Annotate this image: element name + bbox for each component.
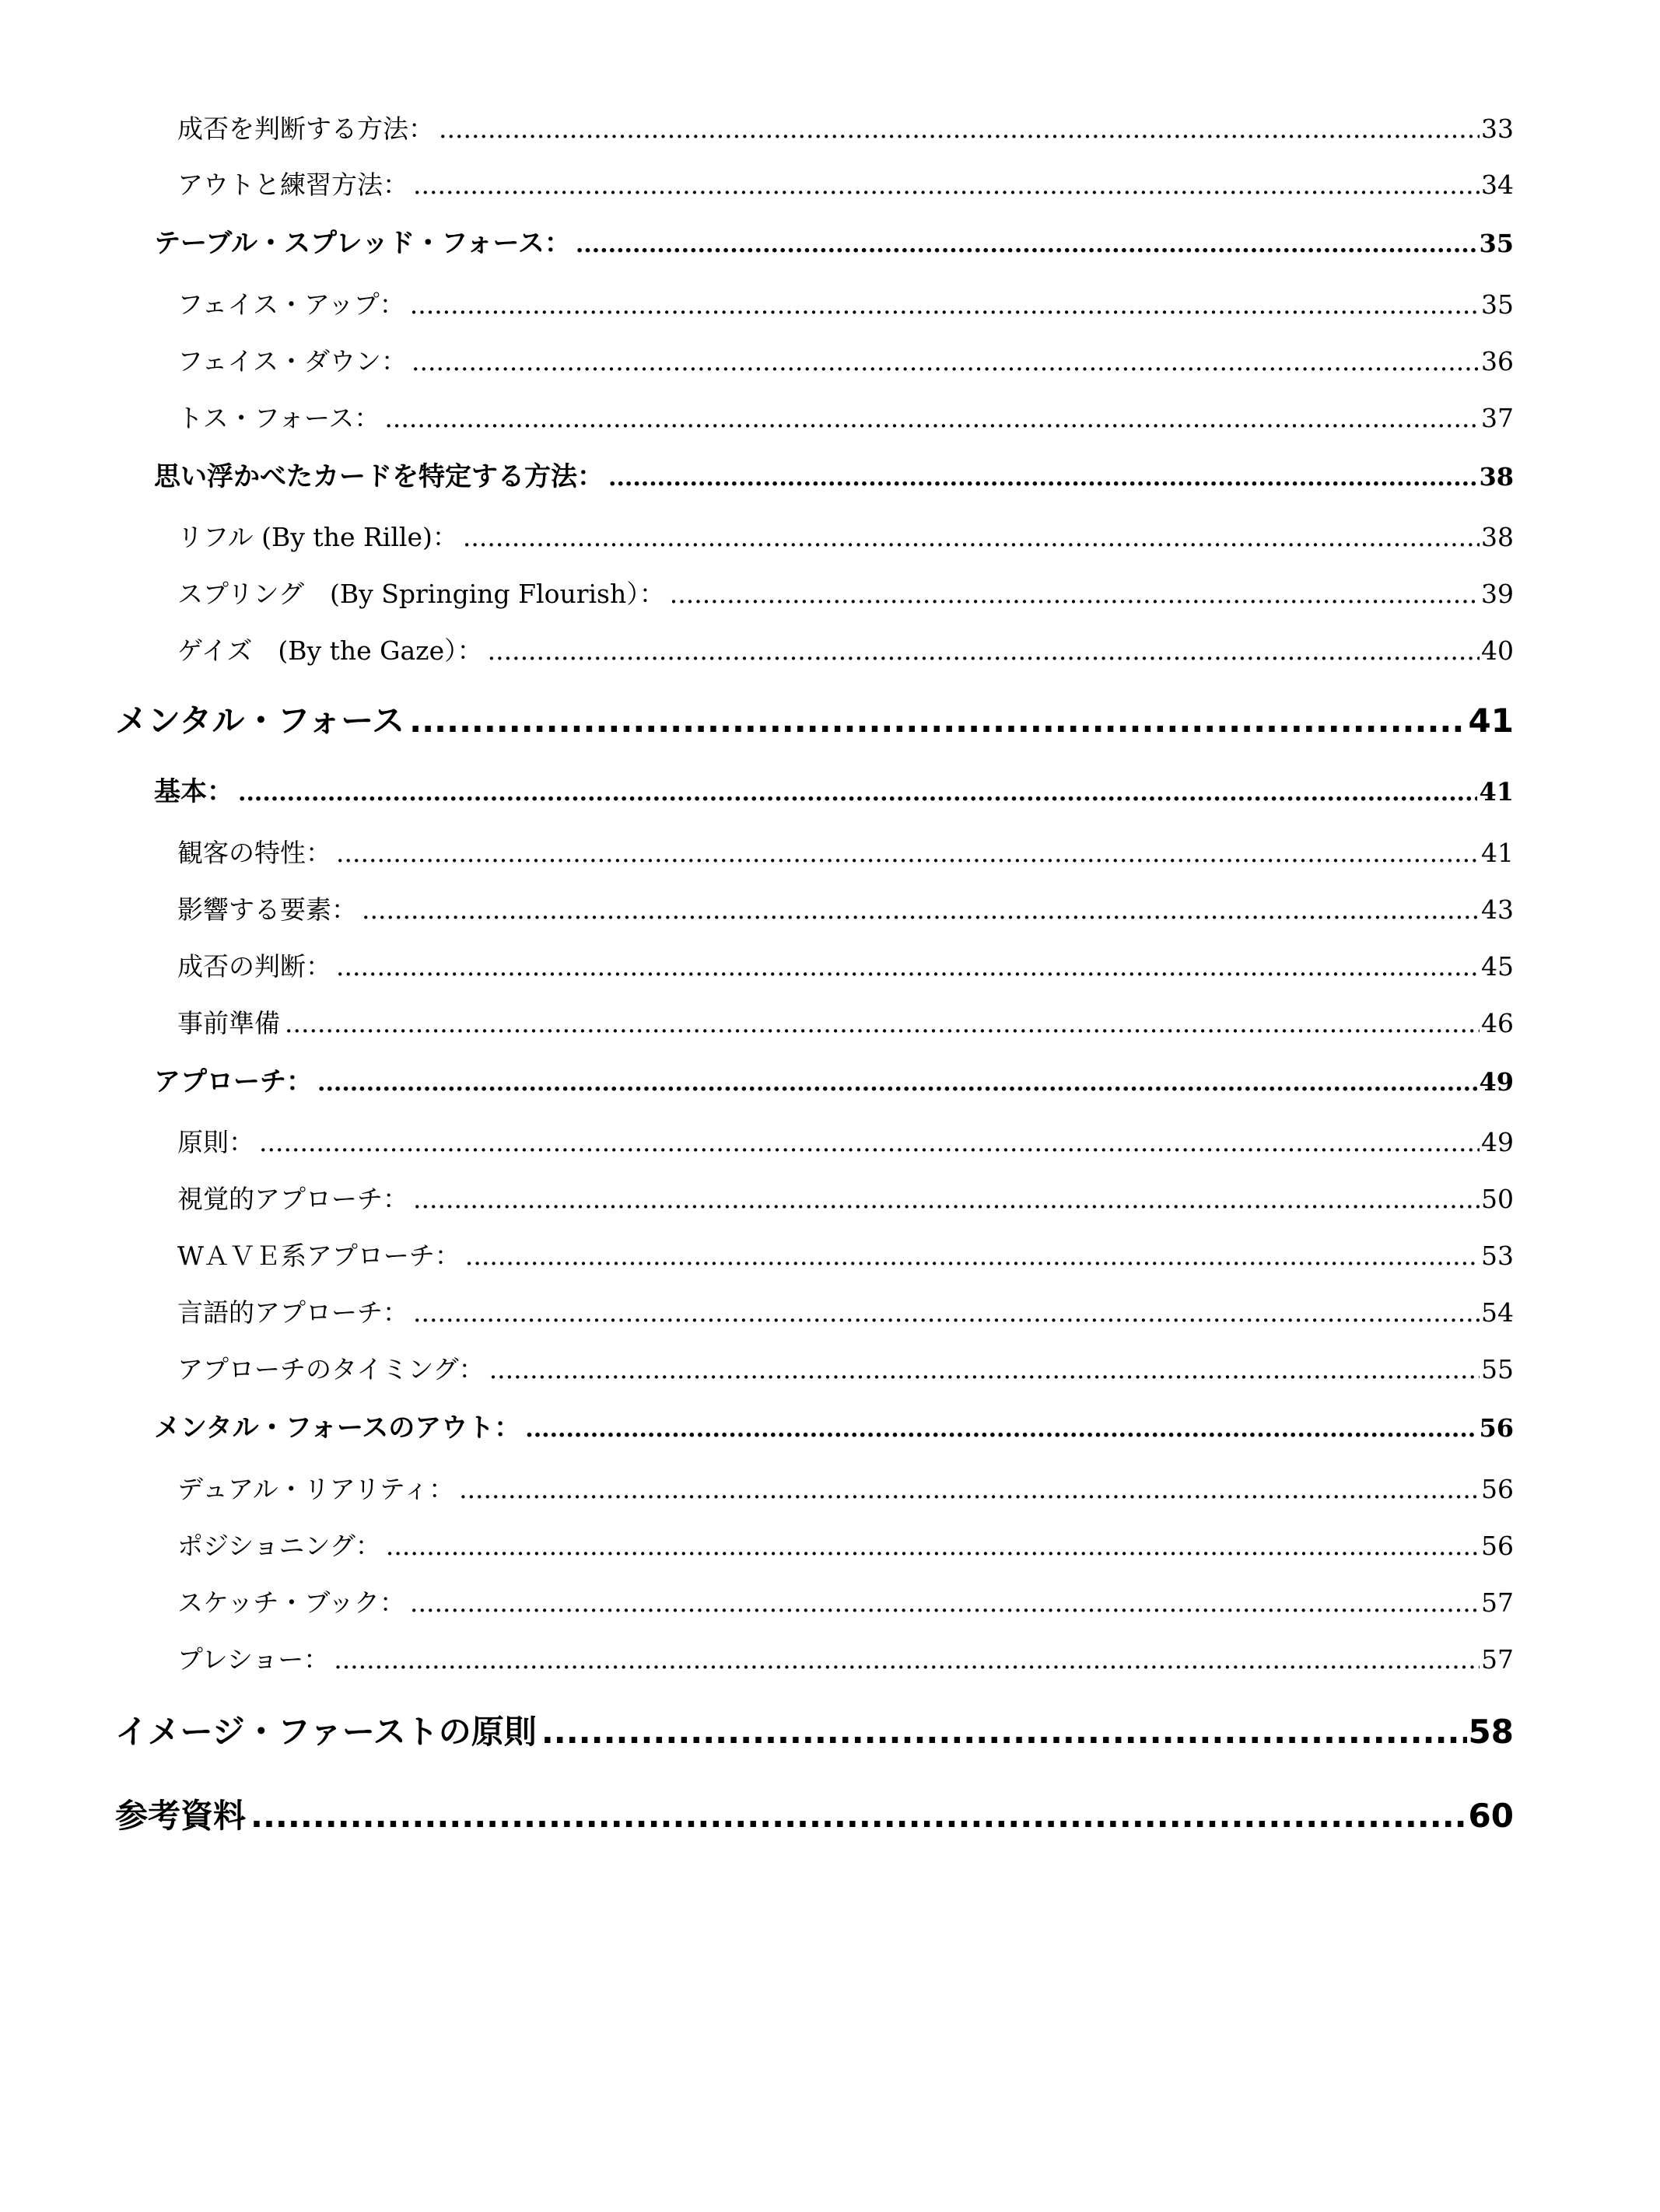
dot-leader <box>413 1296 1480 1330</box>
toc-section-entry[interactable] <box>154 459 1514 496</box>
dot-leader <box>362 893 1480 927</box>
toc-chapter-entry[interactable] <box>115 1795 1514 1837</box>
toc-entry-label: スプリング (By Springing Flourish）： <box>177 579 665 609</box>
toc-entry[interactable] <box>177 950 1514 984</box>
toc-entry-page: 56 <box>1479 1413 1514 1443</box>
toc-entry-label: WＡＶＥ系アプローチ： <box>177 1241 461 1271</box>
toc-entry[interactable] <box>177 1643 1514 1677</box>
toc-entry-label: 観客の特性： <box>177 838 331 868</box>
dot-leader <box>489 1353 1480 1387</box>
toc-entry-label: プレショー： <box>177 1644 330 1675</box>
toc-section-entry[interactable] <box>154 226 1514 263</box>
toc-chapter-entry[interactable] <box>115 1711 1514 1753</box>
toc-entry-label: イメージ・ファーストの原則 <box>115 1713 537 1751</box>
toc-entry-label: フェイス・アップ： <box>177 289 405 320</box>
toc-entry[interactable] <box>177 1182 1514 1216</box>
dot-leader <box>465 1239 1480 1273</box>
toc-entry-page: 57 <box>1481 1587 1514 1618</box>
dot-leader <box>439 112 1480 146</box>
toc-entry[interactable] <box>177 1296 1514 1330</box>
toc-entry-page: 60 <box>1468 1797 1514 1835</box>
toc-section-entry[interactable] <box>154 1410 1514 1447</box>
toc-entry-label: スケッチ・ブック： <box>177 1587 406 1618</box>
toc-entry-page: 54 <box>1481 1297 1514 1328</box>
dot-leader <box>336 950 1480 984</box>
toc-entry[interactable] <box>177 1353 1514 1387</box>
toc-entry-label: 原則： <box>177 1127 254 1157</box>
toc-entry-label: メンタル・フォース <box>115 702 405 740</box>
toc-entry-page: 55 <box>1481 1354 1514 1384</box>
toc-entry-page: 50 <box>1481 1184 1514 1214</box>
toc-entry-page: 49 <box>1479 1067 1514 1097</box>
toc-entry-page: 36 <box>1481 346 1514 376</box>
toc-entry-page: 45 <box>1481 951 1514 982</box>
dot-leader <box>386 1529 1480 1563</box>
toc-entry[interactable] <box>177 1529 1514 1563</box>
toc-entry[interactable] <box>177 112 1514 146</box>
toc-entry-label: 参考資料 <box>115 1797 247 1835</box>
toc-section-entry[interactable] <box>154 1064 1514 1101</box>
toc-entry[interactable] <box>177 401 1514 436</box>
toc-entry-page: 35 <box>1481 289 1514 320</box>
toc-entry[interactable] <box>177 893 1514 927</box>
toc-entry-page: 46 <box>1481 1008 1514 1038</box>
dot-leader <box>459 1472 1480 1507</box>
toc-entry-page: 35 <box>1479 229 1514 258</box>
dot-leader <box>238 774 1477 811</box>
toc-entry-label: メンタル・フォースのアウト： <box>154 1412 521 1444</box>
toc-entry-page: 49 <box>1481 1127 1514 1157</box>
toc-entry-label: リフル (By the Rille)： <box>177 522 458 552</box>
toc-entry-label: 視覚的アプローチ： <box>177 1184 408 1214</box>
toc-entry-page: 41 <box>1479 777 1514 807</box>
toc-entry[interactable] <box>177 1472 1514 1507</box>
toc-entry-label: デュアル・リアリティ： <box>177 1474 455 1504</box>
dot-leader <box>413 168 1480 202</box>
toc-entry-label: 思い浮かべたカードを特定する方法： <box>154 461 604 492</box>
toc-entry[interactable] <box>177 1006 1514 1041</box>
dot-leader <box>463 520 1480 555</box>
toc-entry-page: 38 <box>1481 522 1514 552</box>
dot-leader <box>334 1643 1480 1677</box>
dot-leader <box>525 1410 1477 1447</box>
dot-leader <box>410 1586 1480 1620</box>
dot-leader <box>317 1064 1477 1101</box>
toc-entry[interactable] <box>177 577 1514 611</box>
toc-section-entry[interactable] <box>154 774 1514 811</box>
dot-leader <box>409 700 1466 742</box>
toc-entry[interactable] <box>177 288 1514 322</box>
dot-leader <box>250 1795 1467 1837</box>
dot-leader <box>541 1711 1467 1753</box>
toc-entry[interactable] <box>177 168 1514 202</box>
dot-leader <box>410 288 1480 322</box>
toc-entry-page: 41 <box>1468 702 1514 740</box>
toc-entry[interactable] <box>177 520 1514 555</box>
toc-entry-label: テーブル・スプレッド・フォース： <box>154 228 571 259</box>
toc-entry[interactable] <box>177 1125 1514 1160</box>
toc-entry-page: 56 <box>1481 1474 1514 1504</box>
toc-entry-label: ポジショニング： <box>177 1531 381 1561</box>
toc-entry[interactable] <box>177 345 1514 379</box>
toc-entry-page: 38 <box>1479 462 1514 492</box>
dot-leader <box>285 1006 1480 1041</box>
toc-entry-page: 58 <box>1468 1713 1514 1751</box>
dot-leader <box>576 226 1478 263</box>
toc-entry-label: アウトと練習方法： <box>177 170 408 200</box>
toc-entry-label: トス・フォース： <box>177 403 380 433</box>
toc-entry-page: 53 <box>1481 1241 1514 1271</box>
toc-entry-label: 基本： <box>154 776 233 807</box>
toc-entry-page: 41 <box>1481 838 1514 868</box>
toc-entry[interactable] <box>177 1586 1514 1620</box>
toc-entry[interactable] <box>177 634 1514 668</box>
toc-entry-page: 39 <box>1481 579 1514 609</box>
dot-leader <box>413 1182 1480 1216</box>
dot-leader <box>384 401 1480 436</box>
toc-entry-label: 成否の判断： <box>177 951 331 982</box>
toc-entry-label: アプローチのタイミング： <box>177 1354 485 1384</box>
toc-entry-label: ゲイズ (By the Gaze）： <box>177 635 483 666</box>
dot-leader <box>411 345 1480 379</box>
toc-entry-page: 34 <box>1481 170 1514 200</box>
toc-entry-page: 40 <box>1481 635 1514 666</box>
toc-entry[interactable] <box>177 1239 1514 1273</box>
dot-leader <box>336 836 1480 870</box>
toc-chapter-entry[interactable] <box>115 700 1514 742</box>
toc-entry-label: フェイス・ダウン： <box>177 346 408 376</box>
toc-entry-label: 言語的アプローチ： <box>177 1297 408 1328</box>
toc-entry-label: 成否を判断する方法： <box>177 114 434 144</box>
toc-entry-page: 37 <box>1481 403 1514 433</box>
dot-leader <box>670 577 1480 611</box>
toc-entry-page: 57 <box>1481 1644 1514 1675</box>
toc-entry-label: 事前準備 <box>177 1008 280 1038</box>
toc-entry-label: 影響する要素： <box>177 894 357 925</box>
toc-entry-page: 56 <box>1481 1531 1514 1561</box>
toc-entry-label: アプローチ： <box>154 1066 313 1097</box>
dot-leader <box>259 1125 1480 1160</box>
toc-entry-page: 43 <box>1481 894 1514 925</box>
toc-entry[interactable] <box>177 836 1514 870</box>
dot-leader <box>608 459 1477 496</box>
toc-entry-page: 33 <box>1481 114 1514 144</box>
dot-leader <box>488 634 1480 668</box>
